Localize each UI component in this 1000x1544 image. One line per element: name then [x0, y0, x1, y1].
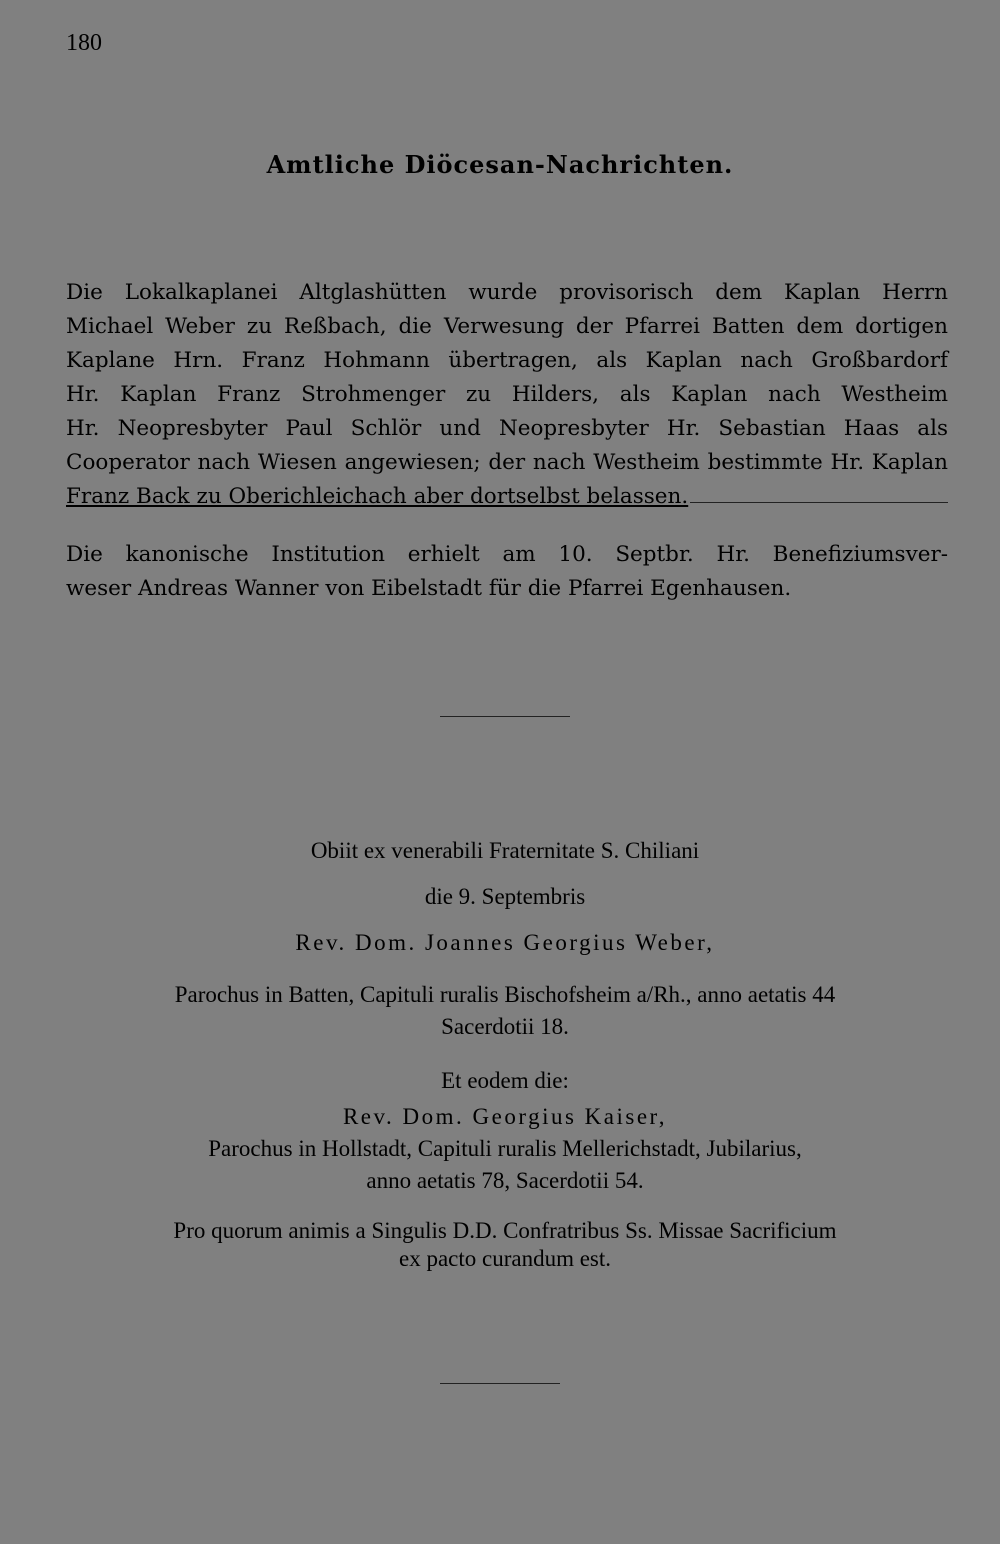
line-fill-rule: [690, 502, 948, 503]
obituary-details: Parochus in Batten, Capituli ruralis Bischofsheim a/Rh., anno aetatis 44: [174, 982, 836, 1007]
institution-paragraph: [66, 538, 948, 606]
paragraph-line: weser Andreas Wanner von Eibelstadt für die Pfarrei Egenhausen.: [66, 576, 792, 601]
page-heading: Amtliche Diöcesan-Nachrichten.: [266, 150, 734, 179]
obituary-details: Sacerdotii 18.: [441, 1014, 569, 1039]
obituary-closing: ex pacto curandum est.: [398, 1246, 612, 1271]
paragraph-line: Kaplane Hrn. Franz Hohmann übertragen, als Kaplan nach Großbardorf: [66, 348, 948, 373]
obituary-header: Obiit ex venerabili Fraternitate S. Chiliani: [310, 838, 700, 863]
obituary-details: Parochus in Hollstadt, Capituli ruralis Mellerichstadt, Jubilarius,: [208, 1136, 802, 1161]
obituary-closing: Pro quorum animis a Singulis D.D. Confratribus Ss. Missae Sacrificium: [173, 1218, 837, 1243]
obituary-date: die 9. Septembris: [424, 884, 586, 909]
obituary-name: Rev. Dom. Georgius Kaiser,: [342, 1104, 668, 1129]
announcement-paragraph: [66, 276, 948, 514]
paragraph-line: Michael Weber zu Reßbach, die Verwesung der Pfarrei Batten dem dortigen: [66, 314, 948, 339]
paragraph-line: Die kanonische Institution erhielt am 10. Septbr. Hr. Benefiziumsver-: [66, 542, 948, 567]
paragraph-line: Hr. Kaplan Franz Strohmenger zu Hilders, als Kaplan nach Westheim: [66, 382, 948, 407]
page-number: 180: [66, 30, 102, 56]
paragraph-line: Franz Back zu Oberichleichach aber dortselbst belassen.: [66, 484, 689, 509]
paragraph-line: Die Lokalkaplanei Altglashütten wurde provisorisch dem Kaplan Herrn: [66, 280, 948, 305]
paragraph-line: Cooperator nach Wiesen angewiesen; der nach Westheim bestimmte Hr. Kaplan: [66, 450, 948, 475]
paragraph-line: Hr. Neopresbyter Paul Schlör und Neopresbyter Hr. Sebastian Haas als: [66, 416, 948, 441]
end-rule: [440, 1383, 560, 1384]
separator-rule: [440, 716, 570, 717]
obituary-header: Et eodem die:: [441, 1068, 569, 1093]
obituary-name: Rev. Dom. Joannes Georgius Weber,: [295, 930, 715, 955]
obituary-details: anno aetatis 78, Sacerdotii 54.: [366, 1168, 644, 1193]
